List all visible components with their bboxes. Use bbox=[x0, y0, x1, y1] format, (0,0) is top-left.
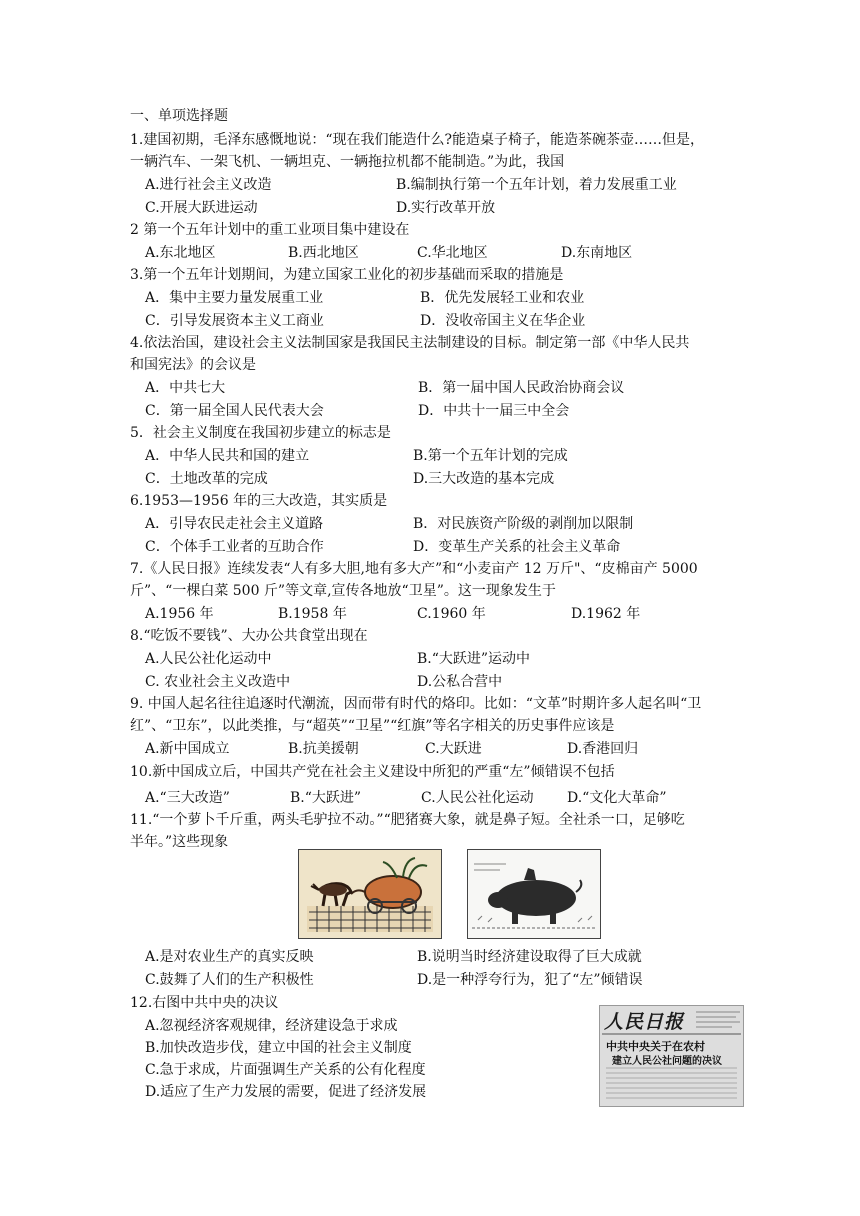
question-5-option-c: C．土地改革的完成 bbox=[145, 471, 268, 487]
question-4-option-b: B．第一届中国人民政治协商会议 bbox=[418, 380, 625, 396]
question-9-stem-line-1: 9. 中国人起名往往追逐时代潮流，因而带有时代的烙印。比如：“文革”时期许多人起名叫“卫 bbox=[130, 696, 702, 712]
question-2-option-c: C.华北地区 bbox=[417, 245, 488, 261]
question-3-option-d: D．没收帝国主义在华企业 bbox=[420, 313, 586, 329]
question-4-option-c: C．第一届全国人民代表大会 bbox=[145, 403, 324, 419]
question-9-option-c: C.大跃进 bbox=[425, 741, 482, 757]
question-6-option-a: A．引导农民走社会主义道路 bbox=[145, 516, 324, 532]
question-10-option-a: A.“三大改造” bbox=[145, 790, 230, 806]
question-4-stem-line-1: 4.依法治国，建设社会主义法制国家是我国民主法制建设的目标。制定第一部《中华人民共 bbox=[130, 335, 690, 351]
question-1-stem-line-1: 1.建国初期，毛泽东感慨地说：“现在我们能造什么?能造桌子椅子，能造茶碗茶壶……但是， bbox=[130, 132, 705, 148]
question-11-option-c: C.鼓舞了人们的生产积极性 bbox=[145, 972, 314, 988]
question-1-stem-line-2: 一辆汽车、一架飞机、一辆坦克、一辆拖拉机都不能制造。”为此，我国 bbox=[130, 154, 565, 170]
question-11-stem-line-1: 11.“一个萝卜千斤重，两头毛驴拉不动。”“肥猪赛大象，就是鼻子短。全社杀一口，足够吃 bbox=[130, 812, 685, 828]
question-3-option-a: A．集中主要力量发展重工业 bbox=[145, 290, 324, 306]
radish-cartoon-image bbox=[298, 849, 442, 939]
question-8-option-b: B.“大跃进”运动中 bbox=[417, 651, 531, 667]
question-9-option-a: A.新中国成立 bbox=[145, 741, 230, 757]
question-12-option-d: D.适应了生产力发展的需要，促进了经济发展 bbox=[145, 1084, 427, 1100]
newspaper-masthead: 人民日报 bbox=[604, 1011, 685, 1033]
question-12-option-b: B.加快改造步伐，建立中国的社会主义制度 bbox=[145, 1040, 412, 1056]
question-6-option-d: D．变革生产关系的社会主义革命 bbox=[413, 539, 621, 555]
question-10-stem: 10.新中国成立后，中国共产党在社会主义建设中所犯的严重“左”倾错误不包括 bbox=[130, 764, 615, 780]
question-10-option-b: B.“大跃进” bbox=[290, 790, 362, 806]
question-8-option-d: D.公私合营中 bbox=[417, 674, 503, 690]
question-9-option-d: D.香港回归 bbox=[567, 741, 639, 757]
question-2-option-b: B.西北地区 bbox=[288, 245, 359, 261]
question-8-option-a: A.人民公社化运动中 bbox=[145, 651, 272, 667]
question-4-option-a: A．中共七大 bbox=[145, 380, 226, 396]
question-2-option-a: A.东北地区 bbox=[145, 245, 216, 261]
question-1-option-c: C.开展大跃进运动 bbox=[145, 200, 258, 216]
question-11-stem-line-2: 半年。”这些现象 bbox=[130, 834, 229, 850]
question-8-stem: 8.“吃饭不要钱”、大办公共食堂出现在 bbox=[130, 628, 368, 644]
question-6-option-b: B．对民族资产阶级的剥削加以限制 bbox=[413, 516, 634, 532]
question-12-option-a: A.忽视经济客观规律，经济建设急于求成 bbox=[145, 1018, 398, 1034]
question-1-option-a: A.进行社会主义改造 bbox=[145, 177, 272, 193]
question-3-stem: 3.第一个五年计划期间，为建立国家工业化的初步基础而采取的措施是 bbox=[130, 267, 564, 283]
question-7-stem-line-1: 7.《人民日报》连续发表“人有多大胆,地有多大产”和“小麦亩产 12 万斤"、“皮棉亩产 5000 bbox=[130, 561, 698, 577]
question-1-option-b: B.编制执行第一个五年计划，着力发展重工业 bbox=[396, 177, 677, 193]
question-2-option-d: D.东南地区 bbox=[561, 245, 633, 261]
question-11-option-d: D.是一种浮夸行为，犯了“左”倾错误 bbox=[417, 972, 643, 988]
question-12-stem: 12.右图中共中央的决议 bbox=[130, 995, 279, 1011]
question-5-option-d: D.三大改造的基本完成 bbox=[413, 471, 555, 487]
question-5-stem: 5．社会主义制度在我国初步建立的标志是 bbox=[130, 425, 391, 441]
question-4-option-d: D．中共十一届三中全会 bbox=[418, 403, 570, 419]
question-10-option-c: C.人民公社化运动 bbox=[421, 790, 534, 806]
question-7-option-c: C.1960 年 bbox=[417, 606, 486, 622]
question-5-option-a: A．中华人民共和国的建立 bbox=[145, 448, 310, 464]
question-9-option-b: B.抗美援朝 bbox=[288, 741, 359, 757]
section-title: 一、单项选择题 bbox=[130, 108, 228, 124]
question-1-option-d: D.实行改革开放 bbox=[396, 200, 496, 216]
question-3-option-b: B．优先发展轻工业和农业 bbox=[420, 290, 585, 306]
question-12-option-c: C.急于求成，片面强调生产关系的公有化程度 bbox=[145, 1062, 426, 1078]
question-4-stem-line-2: 和国宪法》的会议是 bbox=[130, 357, 256, 373]
question-11-option-a: A.是对农业生产的真实反映 bbox=[145, 949, 314, 965]
question-7-option-b: B.1958 年 bbox=[278, 606, 347, 622]
question-7-option-d: D.1962 年 bbox=[571, 606, 641, 622]
question-10-option-d: D.“文化大革命” bbox=[567, 790, 667, 806]
question-11-option-b: B.说明当时经济建设取得了巨大成就 bbox=[417, 949, 642, 965]
question-7-option-a: A.1956 年 bbox=[145, 606, 214, 622]
question-7-stem-line-2: 斤”、“一棵白菜 500 斤”等文章,宣传各地放“卫星”。这一现象发生于 bbox=[130, 583, 556, 599]
pig-cartoon-image bbox=[467, 849, 601, 939]
newspaper-headline-1: 中共中央关于在农村 bbox=[606, 1040, 705, 1053]
question-6-stem: 6.1953—1956 年的三大改造，其实质是 bbox=[130, 493, 388, 509]
question-6-option-c: C．个体手工业者的互助合作 bbox=[145, 539, 324, 555]
question-3-option-c: C．引导发展资本主义工商业 bbox=[145, 313, 324, 329]
question-9-stem-line-2: 红”、“卫东”，以此类推，与“超英”“卫星”“红旗”等名字相关的历史事件应该是 bbox=[130, 718, 615, 734]
newspaper-headline-2: 建立人民公社问题的决议 bbox=[612, 1056, 722, 1067]
newspaper-clipping-image bbox=[599, 1005, 744, 1107]
question-5-option-b: B.第一个五年计划的完成 bbox=[413, 448, 568, 464]
question-2-stem: 2 第一个五年计划中的重工业项目集中建设在 bbox=[130, 222, 410, 238]
question-8-option-c: C. 农业社会主义改造中 bbox=[145, 674, 291, 690]
